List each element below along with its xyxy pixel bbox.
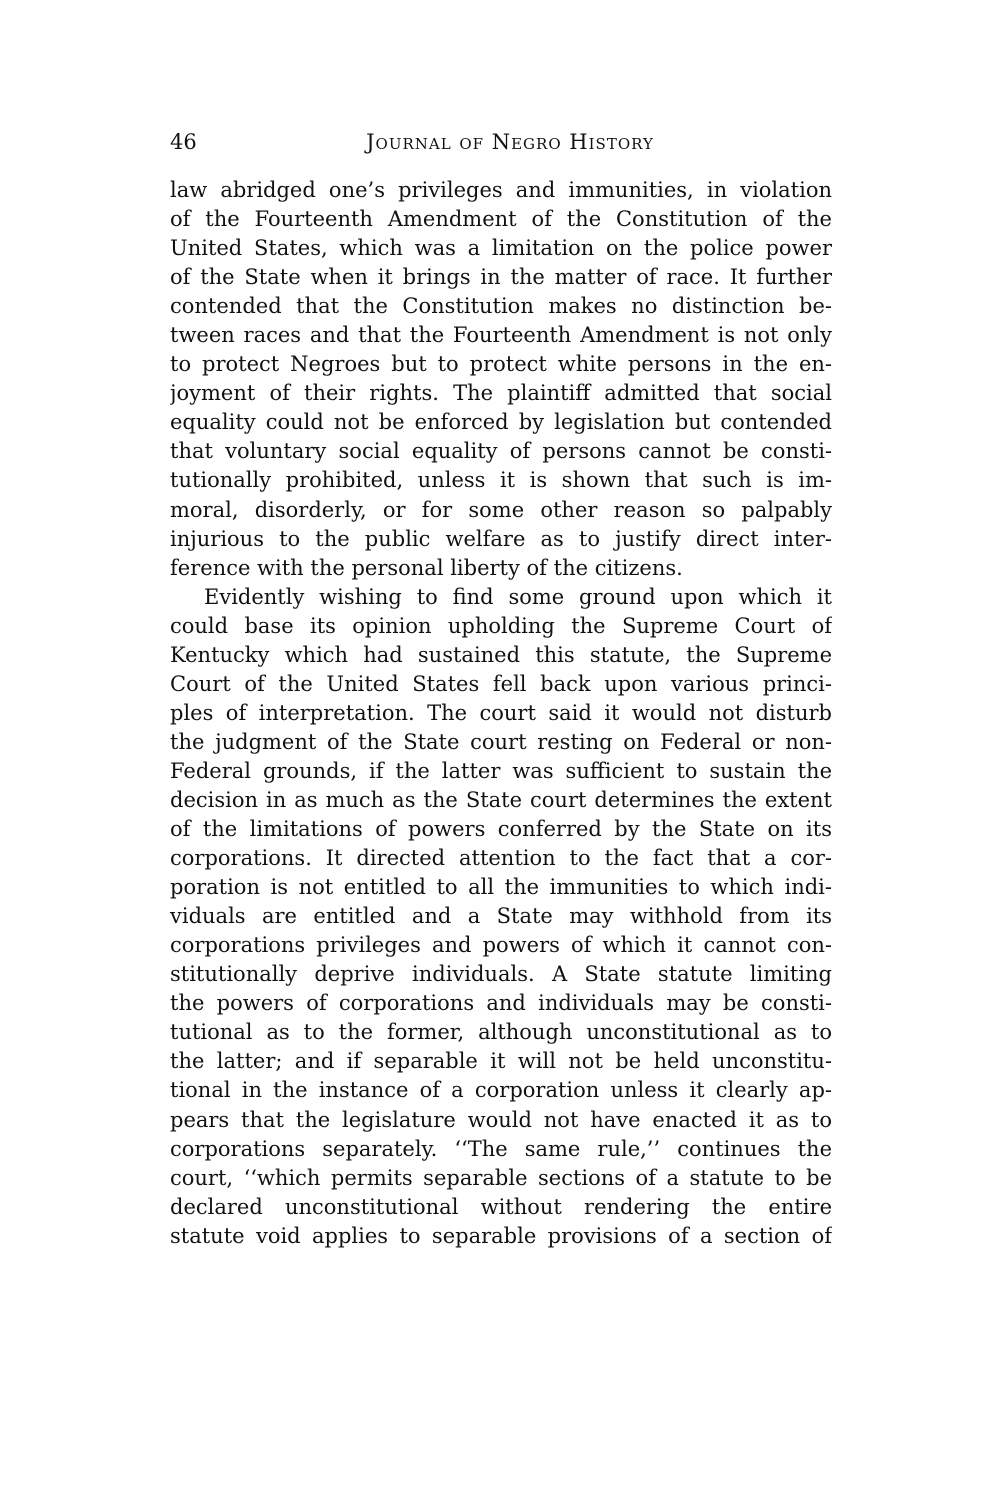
text-line: to protect Negroes but to protect white persons in the en- (170, 352, 832, 377)
text-line: statute void applies to separable provisions of a section of (170, 1223, 832, 1248)
text-line: Federal grounds, if the latter was sufficient to sustain the (170, 758, 832, 783)
text-line: viduals are entitled and a State may withhold from its (170, 904, 832, 929)
text-line: tional in the instance of a corporation unless it clearly ap- (170, 1078, 832, 1103)
text-line: stitutionally deprive individuals. A State statute limiting (170, 962, 832, 987)
text-line: pears that the legislature would not have enacted it as to (170, 1107, 832, 1132)
body-text (170, 176, 832, 1251)
page-number: 46 (170, 130, 197, 154)
text-line: Kentucky which had sustained this statute, the Supreme (170, 642, 832, 667)
text-line: joyment of their rights. The plaintiff admitted that social (170, 381, 832, 406)
text-line: Court of the United States fell back upon various princi- (170, 671, 832, 696)
running-title: Journal of Negro History (366, 130, 654, 154)
text-line: corporations privileges and powers of which it cannot con- (170, 933, 832, 958)
text-line: law abridged one’s privileges and immunities, in violation (170, 178, 832, 202)
text-line: decision in as much as the State court determines the extent (170, 787, 832, 812)
text-line: corporations separately. ‘‘The same rule,’’ continues the (170, 1136, 832, 1161)
text-line: ples of interpretation. The court said it would not disturb (170, 700, 832, 725)
text-line: United States, which was a limitation on the police power (170, 236, 832, 261)
text-line: tween races and that the Fourteenth Amendment is not only (170, 323, 832, 348)
text-line: moral, disorderly, or for some other reason so palpably (170, 497, 832, 522)
text-line: declared unconstitutional without rendering the entire (170, 1194, 832, 1219)
text-line: injurious to the public welfare as to justify direct inter- (170, 526, 832, 551)
text-line: of the limitations of powers conferred by the State on its (170, 817, 832, 842)
page-header (170, 128, 832, 160)
text-line: ference with the personal liberty of the citizens. (170, 555, 683, 580)
text-line: the latter; and if separable it will not be held unconstitu- (170, 1049, 832, 1074)
text-line: court, ‘‘which permits separable sections of a statute to be (170, 1165, 832, 1190)
text-line: tutional as to the former, although unconstitutional as to (170, 1020, 832, 1045)
text-line: corporations. It directed attention to the fact that a cor- (170, 846, 832, 871)
text-line: the powers of corporations and individuals may be consti- (170, 991, 832, 1016)
text-line: that voluntary social equality of persons cannot be consti- (170, 439, 832, 464)
text-line: could base its opinion upholding the Supreme Court of (170, 613, 832, 638)
text-line: of the Fourteenth Amendment of the Constitution of the (170, 207, 832, 232)
text-line: the judgment of the State court resting on Federal or non- (170, 729, 832, 754)
text-line: contended that the Constitution makes no distinction be- (170, 294, 832, 319)
text-line: tutionally prohibited, unless it is shown that such is im- (170, 468, 832, 493)
text-line: poration is not entitled to all the immunities to which indi- (170, 875, 832, 900)
text-line: Evidently wishing to find some ground upon which it (204, 584, 832, 609)
text-line: of the State when it brings in the matter of race. It further (170, 265, 832, 290)
text-line: equality could not be enforced by legislation but contended (170, 410, 832, 435)
